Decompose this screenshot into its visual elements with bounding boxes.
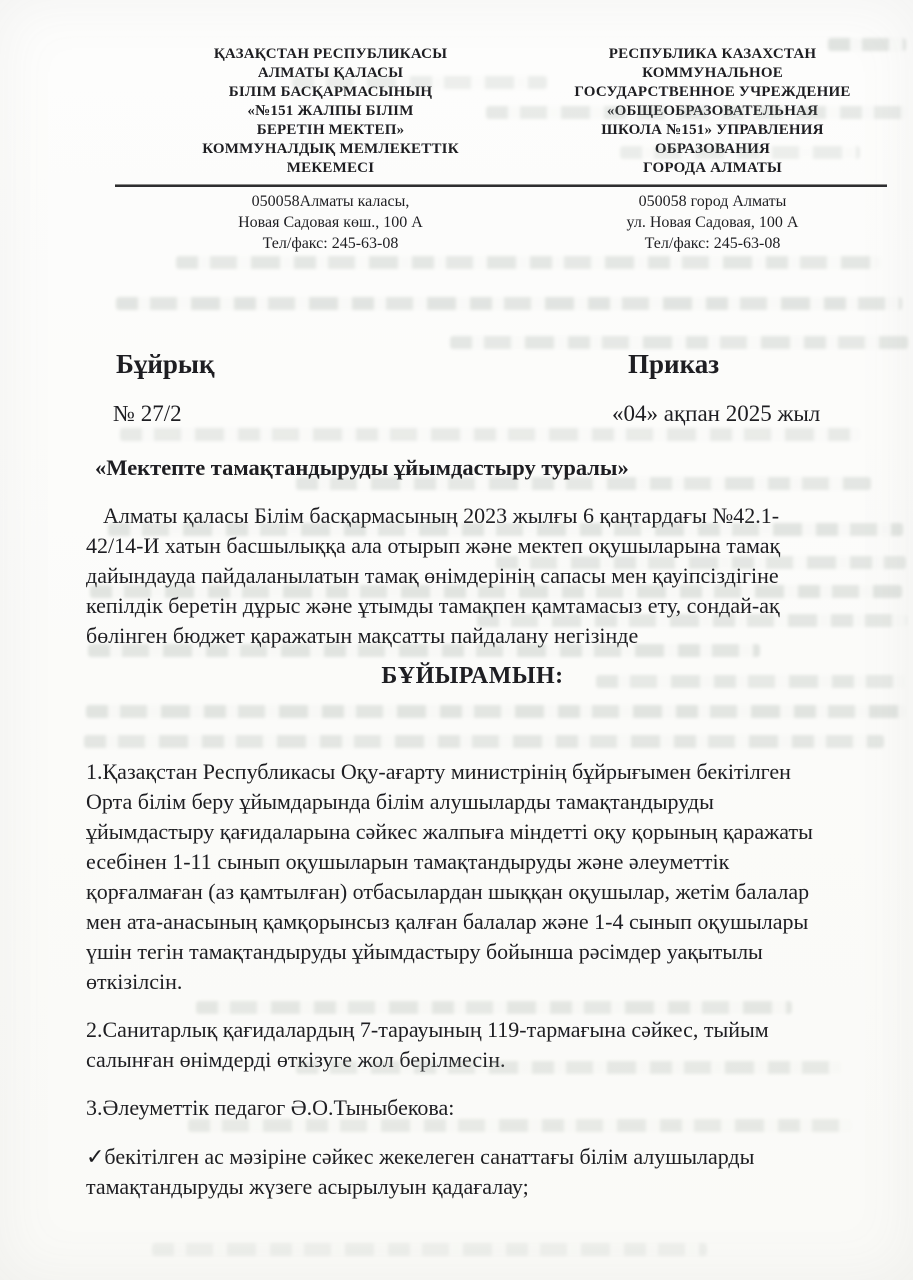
contact-section	[0, 191, 913, 254]
order-item-3	[86, 1093, 881, 1123]
order-title-row	[0, 349, 913, 383]
text-line: кепілдік беретін дұрыс және ұтымды тамақпен қамтамасыз ету, сондай-ақ	[86, 593, 780, 618]
ink-bleedthrough	[116, 297, 902, 310]
text-line: ул. Новая Садовая, 100 А	[626, 214, 799, 231]
text-line: ҚАЗАҚСТАН РЕСПУБЛИКАСЫ	[213, 46, 448, 62]
ink-bleedthrough	[152, 1243, 707, 1256]
text-line: есебінен 1-11 сынып оқушыларын тамақтандыруды және әлеуметтік	[86, 849, 730, 874]
text-line: 1.Қазақстан Республикасы Оқу-ағарту министрінің бұйрығымен бекітілген	[86, 759, 791, 784]
order-item-2	[86, 1015, 881, 1075]
text-line: ГОРОДА АЛМАТЫ	[643, 160, 782, 176]
text-line: 2.Санитарлық қағидалардың 7-тарауының 119-тармағына сәйкес, тыйым	[86, 1017, 769, 1042]
ink-bleedthrough	[196, 1001, 792, 1014]
decree-heading: БҰЙЫРАМЫН:	[381, 663, 564, 689]
order-meta-row	[0, 401, 913, 431]
order-item-1	[86, 757, 881, 997]
text-line: АЛМАТЫ ҚАЛАСЫ	[257, 65, 404, 81]
text-line: дайындауда пайдаланылатын тамақ өнімдерінің сапасы мен қауіпсіздігіне	[86, 563, 779, 588]
text-line: КОММУНАЛДЫҚ МЕМЛЕКЕТТІК	[202, 141, 459, 157]
order-preamble	[86, 501, 881, 651]
text-line: РЕСПУБЛИКА КАЗАХСТАН	[608, 46, 817, 62]
text-line: Алматы қаласы Білім басқармасының 2023 жылғы 6 қаңтардағы №42.1-	[103, 503, 780, 528]
order-title-kazakh: Бұйрық	[116, 349, 215, 379]
text-line: мен ата-анасының қамқорынсыз қалған балалар және 1-4 сынып оқушылары	[86, 909, 809, 934]
ink-bleedthrough	[84, 735, 884, 748]
order-date: «04» ақпан 2025 жыл	[612, 401, 821, 426]
text-line: БЕРЕТІН МЕКТЕП»	[256, 122, 405, 138]
text-line: «ОБЩЕОБРАЗОВАТЕЛЬНАЯ	[606, 103, 819, 119]
order-subject: «Мектепте тамақтандыруды ұйымдастыру туралы»	[95, 455, 629, 480]
text-line: 050058 город Алматы	[638, 193, 787, 210]
text-line: МЕКЕМЕСІ	[286, 160, 375, 176]
text-line: Новая Садовая көш., 100 А	[238, 214, 423, 231]
text-line: 3.Әлеуметтік педагог Ә.О.Тыныбекова:	[86, 1095, 455, 1120]
ink-bleedthrough	[176, 256, 881, 269]
text-line: ұйымдастыру қағидаларына сәйкес жалпыға міндетті оқу қорының қаражаты	[86, 819, 813, 844]
text-line: 050058Алматы каласы,	[251, 193, 410, 210]
text-line: тамақтандыруды жүзеге асырылуын қадағалау;	[86, 1174, 529, 1199]
text-line: өткізілсін.	[86, 969, 183, 994]
text-line: «№151 ЖАЛПЫ БІЛІМ	[247, 103, 414, 119]
order-number: № 27/2	[113, 401, 182, 426]
letterhead-divider-rule	[115, 184, 887, 187]
ink-bleedthrough	[86, 705, 906, 718]
text-line: 42/14-И хатын басшылыққа ала отырып және мектеп оқушыларына тамақ	[86, 533, 781, 558]
text-line: үшін тегін тамақтандыруды ұйымдастыру бойынша рәсімдер уақытылы	[86, 939, 763, 964]
text-line: салынған өнімдерді өткізуге жол берілмесін.	[86, 1047, 506, 1072]
letterhead	[0, 0, 913, 178]
text-line: бөлінген бюджет қаражатын мақсатты пайдалану негізінде	[86, 623, 639, 648]
text-line: ГОСУДАРСТВЕННОЕ УЧРЕЖДЕНИЕ	[574, 84, 851, 100]
text-line: Орта білім беру ұйымдарында білім алушыларды тамақтандыруды	[86, 789, 714, 814]
order-item-4-check-bullet	[86, 1142, 881, 1202]
text-line: Тел/факс: 245-63-08	[644, 235, 781, 252]
letterhead-kazakh	[158, 45, 503, 178]
order-title-russian: Приказ	[628, 349, 720, 379]
text-line: КОММУНАЛЬНОЕ	[642, 65, 783, 81]
contact-block-russian	[545, 191, 880, 254]
text-line: ✓бекітілген ас мәзіріне сәйкес жекелеген санаттағы білім алушыларды	[86, 1144, 755, 1169]
text-line: ШКОЛА №151» УПРАВЛЕНИЯ	[601, 122, 824, 138]
ink-bleedthrough	[450, 336, 908, 349]
text-line: БІЛІМ БАСҚАРМАСЫНЫҢ	[228, 84, 433, 100]
text-line: ОБРАЗОВАНИЯ	[654, 141, 771, 157]
text-line: қорғалмаған (аз қамтылған) отбасылардан шыққан оқушылар, жетім балалар	[86, 879, 810, 904]
letterhead-russian	[545, 45, 880, 178]
contact-block-kazakh	[158, 191, 503, 254]
text-line: Тел/факс: 245-63-08	[262, 235, 399, 252]
